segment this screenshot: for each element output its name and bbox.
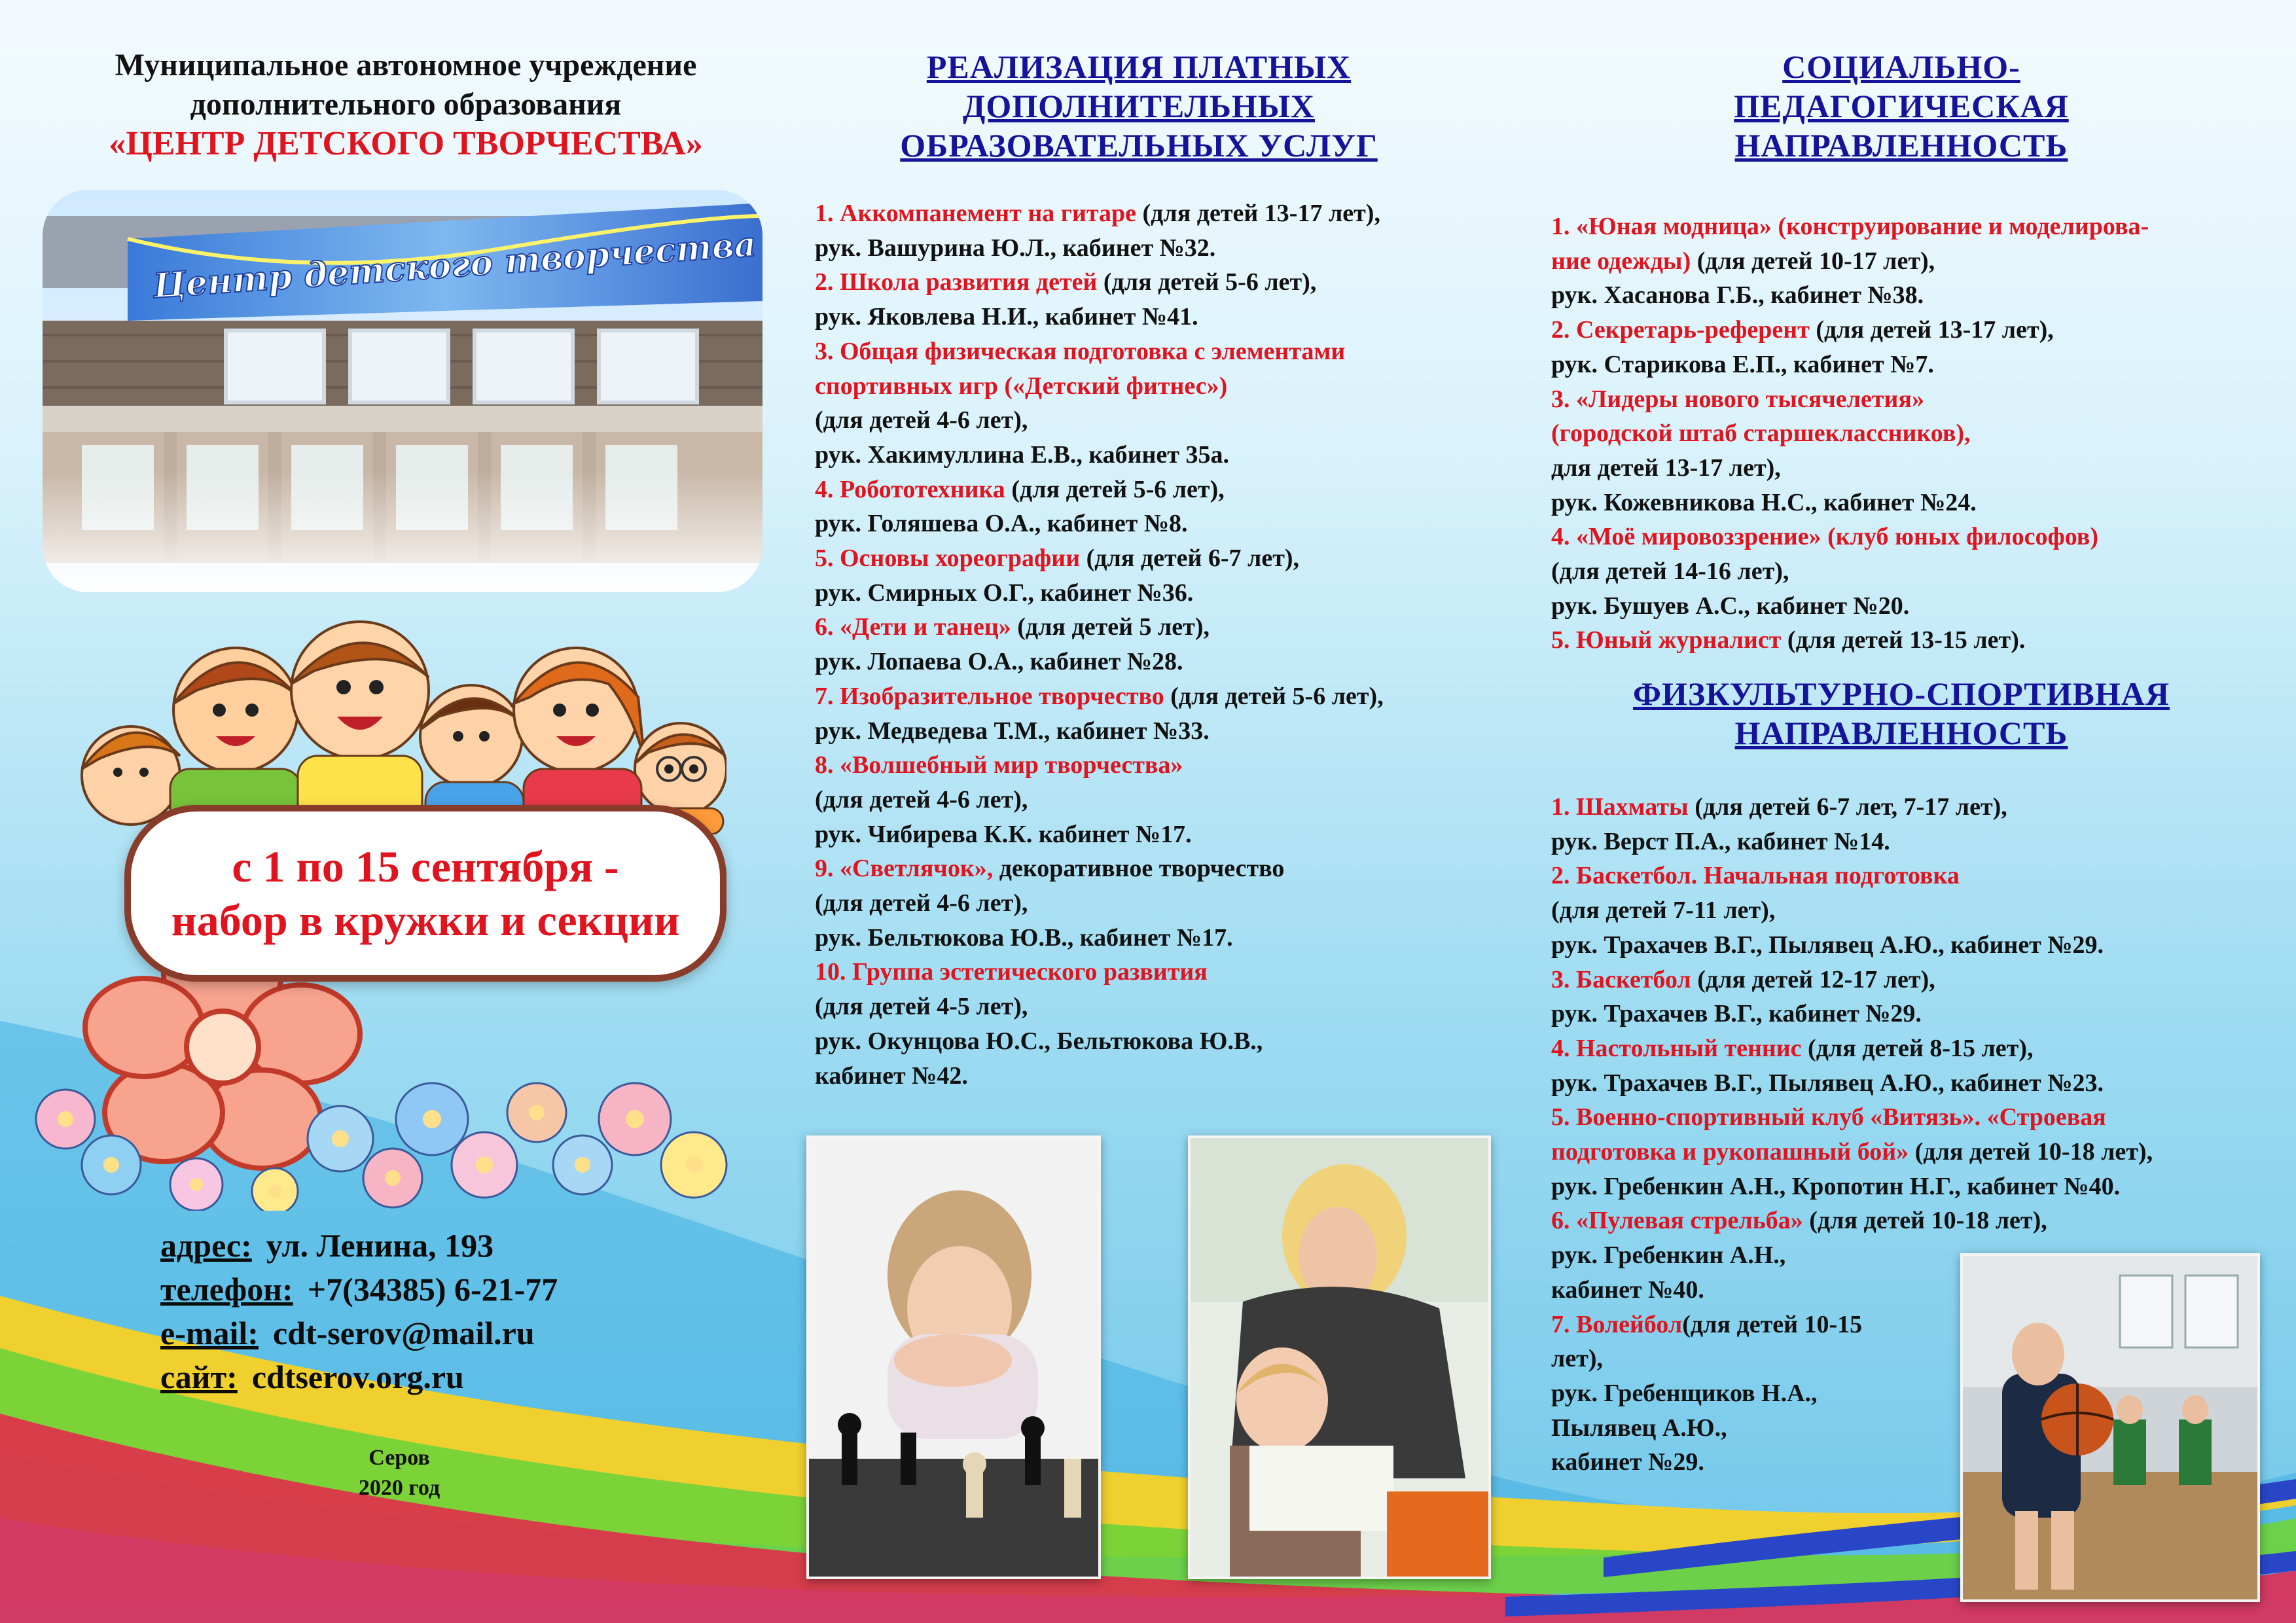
list-line (1551, 278, 2278, 313)
course-title: 2. Школа развития детей (815, 268, 1098, 296)
heading-line: РЕАЛИЗАЦИЯ ПЛАТНЫХ (926, 48, 1352, 85)
paid-services-heading (812, 47, 1466, 165)
course-details: (для детей 13-17 лет), (1136, 200, 1380, 227)
course-details: (для детей 5-6 лет), (1005, 475, 1225, 503)
course-title: 4. Робототехника (815, 475, 1005, 503)
course-title: 5. Военно-спортивный клуб «Витязь». «Строевая (1551, 1103, 2106, 1132)
basketball-photo (1960, 1253, 2260, 1602)
course-title: 5. Основы хореографии (815, 544, 1081, 573)
contact-label: телефон: (160, 1271, 293, 1308)
course-details: рук. Медведева Т.М., кабинет №33. (815, 717, 1210, 745)
heading-line: ДОПОЛНИТЕЛЬНЫХ (962, 88, 1316, 124)
course-details: кабинет №42. (815, 1061, 968, 1090)
list-line (1551, 623, 2278, 658)
course-details: рук. Хакимуллина Е.В., кабинет 35а. (815, 440, 1229, 469)
recruitment-announcement (124, 805, 726, 982)
course-title: 4. «Моё мировоззрение» (клуб юных философов) (1551, 523, 2098, 551)
course-details: кабинет №40. (1551, 1275, 1704, 1304)
contact-site (160, 1355, 749, 1399)
sport-heading (1558, 674, 2245, 753)
course-title: 5. Юный журналист (1551, 626, 1782, 654)
contact-email (160, 1311, 749, 1355)
course-details: (для детей 10-17 лет), (1691, 247, 1935, 275)
list-line (1551, 520, 2278, 554)
list-line (815, 1059, 1522, 1094)
course-title: 3. «Лидеры нового тысячелетия» (1551, 385, 1924, 413)
course-details: (для детей 4-6 лет), (815, 785, 1028, 813)
course-title: 6. «Пулевая стрельба» (1551, 1207, 1803, 1235)
list-line (815, 817, 1522, 852)
list-line (1551, 1135, 2278, 1169)
list-line (815, 231, 1522, 266)
course-details: рук. Окунцова Ю.С., Бельтюкова Ю.В., (815, 1027, 1263, 1055)
course-details: (для детей 12-17 лет), (1691, 965, 1935, 993)
list-line (1551, 348, 2278, 382)
list-line (1551, 244, 2278, 279)
course-details: рук. Гребенщиков Н.А., (1551, 1379, 1818, 1407)
course-details: (для детей 10-15 (1682, 1310, 1863, 1338)
course-details: (для детей 13-15 лет). (1781, 626, 2026, 654)
teacher-child-photo (1188, 1135, 1491, 1579)
course-details: рук. Старикова Е.П., кабинет №7. (1551, 350, 1934, 378)
course-details: кабинет №29. (1551, 1448, 1704, 1476)
list-line (815, 369, 1522, 404)
list-line (815, 196, 1522, 231)
course-details: рук. Голяшева О.А., кабинет №8. (815, 510, 1188, 538)
course-title: 1. Аккомпанемент на гитаре (815, 200, 1137, 227)
site-value: cdtserov.org.ru (251, 1359, 464, 1395)
list-line (815, 334, 1522, 369)
course-title: (городской штаб старшеклассников), (1551, 419, 1971, 448)
course-title: 4. Настольный теннис (1551, 1034, 1802, 1062)
list-line (815, 679, 1522, 714)
course-title: 2. Баскетбол. Начальная подготовка (1551, 862, 1960, 890)
list-line (1551, 928, 2278, 963)
list-line (815, 748, 1522, 783)
course-title: 10. Группа эстетического развития (815, 958, 1208, 986)
list-line (1551, 893, 2278, 928)
cartoon-kids-illustration (72, 612, 726, 834)
list-line (815, 265, 1522, 300)
course-details: рук. Бушуев А.С., кабинет №20. (1551, 592, 1910, 620)
course-details: (для детей 5-6 лет), (1097, 268, 1317, 296)
building-photo (43, 190, 762, 592)
course-title: 9. «Светлячок», (815, 855, 994, 883)
org-name-line2: дополнительного образования (190, 87, 622, 122)
heading-line: ОБРАЗОВАТЕЛЬНЫХ УСЛУГ (900, 127, 1378, 164)
organization-header (39, 46, 772, 164)
list-line (1551, 790, 2278, 825)
course-details: (для детей 4-5 лет), (815, 993, 1028, 1021)
course-details: рук. Яковлева Н.И., кабинет №41. (815, 303, 1198, 331)
recruit-line2: набор в кружки и секции (171, 895, 680, 945)
phone-value: +7(34385) 6-21-77 (307, 1271, 558, 1308)
contact-label: сайт: (160, 1359, 238, 1395)
heading-line: ФИЗКУЛЬТУРНО-СПОРТИВНАЯ (1633, 675, 2170, 712)
list-line (815, 610, 1522, 645)
list-line (815, 1024, 1522, 1059)
year: 2020 год (358, 1476, 440, 1500)
list-line (815, 851, 1522, 886)
course-details: рук. Кожевникова Н.С., кабинет №24. (1551, 488, 1977, 516)
course-title: 1. Шахматы (1551, 793, 1689, 821)
org-name-line1: Муниципальное автономное учреждение (115, 48, 697, 82)
course-details: (для детей 4-6 лет), (815, 406, 1028, 435)
list-line (815, 403, 1522, 438)
course-details: (для детей 5-6 лет), (1164, 682, 1384, 710)
city-year (301, 1443, 497, 1503)
course-details: (для детей 6-7 лет), (1080, 544, 1300, 573)
list-line (1551, 963, 2278, 997)
course-details: рук. Трахачев В.Г., кабинет №29. (1551, 1000, 1922, 1028)
social-pedagogical-heading (1558, 47, 2245, 165)
heading-line: ПЕДАГОГИЧЕСКАЯ (1734, 88, 2069, 124)
heading-line: НАПРАВЛЕННОСТЬ (1734, 127, 2068, 164)
list-line (815, 541, 1522, 576)
contact-label: адрес: (160, 1227, 252, 1264)
list-line (1551, 1169, 2278, 1204)
list-line (1551, 825, 2278, 859)
address-value: ул. Ленина, 193 (266, 1227, 494, 1264)
course-details: (для детей 14-16 лет), (1551, 558, 1789, 586)
course-details: рук. Трахачев В.Г., Пылявец А.Ю., кабинет №29. (1551, 931, 2104, 959)
course-details: (для детей 7-11 лет), (1551, 897, 1776, 925)
course-title: 6. «Дети и танец» (815, 613, 1011, 641)
heading-line: НАПРАВЛЕННОСТЬ (1734, 715, 2068, 751)
list-line (815, 507, 1522, 541)
course-details: (для детей 10-18 лет), (1803, 1207, 2047, 1235)
list-line (1551, 382, 2278, 417)
list-line (1551, 589, 2278, 624)
course-details: рук. Чибирева К.К. кабинет №17. (815, 820, 1192, 848)
contact-label: e-mail: (160, 1315, 259, 1351)
contact-info (160, 1224, 749, 1399)
list-line (1551, 451, 2278, 486)
list-line (1551, 313, 2278, 348)
list-line (815, 990, 1522, 1024)
course-details: (для детей 5 лет), (1011, 613, 1210, 641)
course-details: лет), (1551, 1345, 1604, 1373)
list-line (815, 438, 1522, 473)
course-details: рук. Бельтюкова Ю.В., кабинет №17. (815, 923, 1233, 952)
course-details: (для детей 10-18 лет), (1909, 1138, 2153, 1166)
list-line (815, 886, 1522, 921)
course-details: рук. Трахачев В.Г., Пылявец А.Ю., кабинет №23. (1551, 1069, 2104, 1097)
list-line (815, 300, 1522, 334)
list-line (1551, 554, 2278, 589)
heading-line: СОЦИАЛЬНО- (1782, 48, 2020, 85)
list-line (1551, 416, 2278, 451)
course-title: ние одежды) (1551, 247, 1691, 275)
list-line (1551, 997, 2278, 1031)
social-pedagogical-list (1551, 209, 2278, 658)
course-details: (для детей 13-17 лет), (1809, 316, 2054, 344)
city-name: Серов (368, 1446, 430, 1470)
course-title: 1. «Юная модница» (конструирование и моделирова- (1551, 213, 2149, 240)
list-line (815, 955, 1522, 990)
course-details: рук. Вашурина Ю.Л., кабинет №32. (815, 234, 1216, 262)
contact-phone (160, 1268, 749, 1311)
course-title: 3. Баскетбол (1551, 965, 1691, 993)
course-details: (для детей 6-7 лет, 7-17 лет), (1688, 793, 2007, 821)
course-title: 3. Общая физическая подготовка с элементами (815, 337, 1346, 365)
contact-address (160, 1224, 749, 1268)
course-title: спортивных игр («Детский фитнес») (815, 372, 1228, 400)
list-line (1551, 486, 2278, 520)
org-name-line3: «ЦЕНТР ДЕТСКОГО ТВОРЧЕСТВА» (109, 125, 703, 162)
paid-services-list (815, 196, 1522, 1093)
course-title: 2. Секретарь-референт (1551, 316, 1810, 344)
course-details: рук. Смирных О.Г., кабинет №36. (815, 579, 1194, 607)
course-details: рук. Гребенкин А.Н., (1551, 1241, 1786, 1270)
course-title: подготовка и рукопашный бой» (1551, 1138, 1909, 1166)
list-line (815, 921, 1522, 955)
course-details: (для детей 4-6 лет), (815, 889, 1028, 918)
list-line (815, 714, 1522, 749)
recruit-line1: с 1 по 15 сентября - (232, 842, 619, 891)
list-line (1551, 1031, 2278, 1066)
course-details: рук. Верст П.А., кабинет №14. (1551, 827, 1890, 855)
course-details: рук. Гребенкин А.Н., Кропотин Н.Г., кабинет №40. (1551, 1172, 2121, 1200)
course-details: (для детей 8-15 лет), (1801, 1034, 2034, 1062)
list-line (1551, 1066, 2278, 1101)
course-title: 7. Изобразительное творчество (815, 682, 1164, 710)
course-details: рук. Хасанова Г.Б., кабинет №38. (1551, 281, 1924, 310)
course-title: 8. «Волшебный мир творчества» (815, 751, 1183, 779)
course-title: 7. Волейбол (1551, 1310, 1683, 1338)
list-line (815, 473, 1522, 507)
list-line (815, 645, 1522, 679)
list-line (1551, 209, 2278, 244)
course-details: рук. Лопаева О.А., кабинет №28. (815, 648, 1183, 676)
list-line (1551, 1204, 2278, 1238)
list-line (1551, 1100, 2278, 1135)
course-details: декоративное творчество (993, 855, 1285, 883)
chess-girl-photo (806, 1135, 1101, 1579)
course-details: Пылявец А.Ю., (1551, 1414, 1727, 1442)
email-value: cdt-serov@mail.ru (272, 1315, 535, 1351)
list-line (1551, 859, 2278, 893)
course-details: для детей 13-17 лет), (1551, 454, 1781, 482)
list-line (815, 576, 1522, 611)
list-line (815, 783, 1522, 817)
